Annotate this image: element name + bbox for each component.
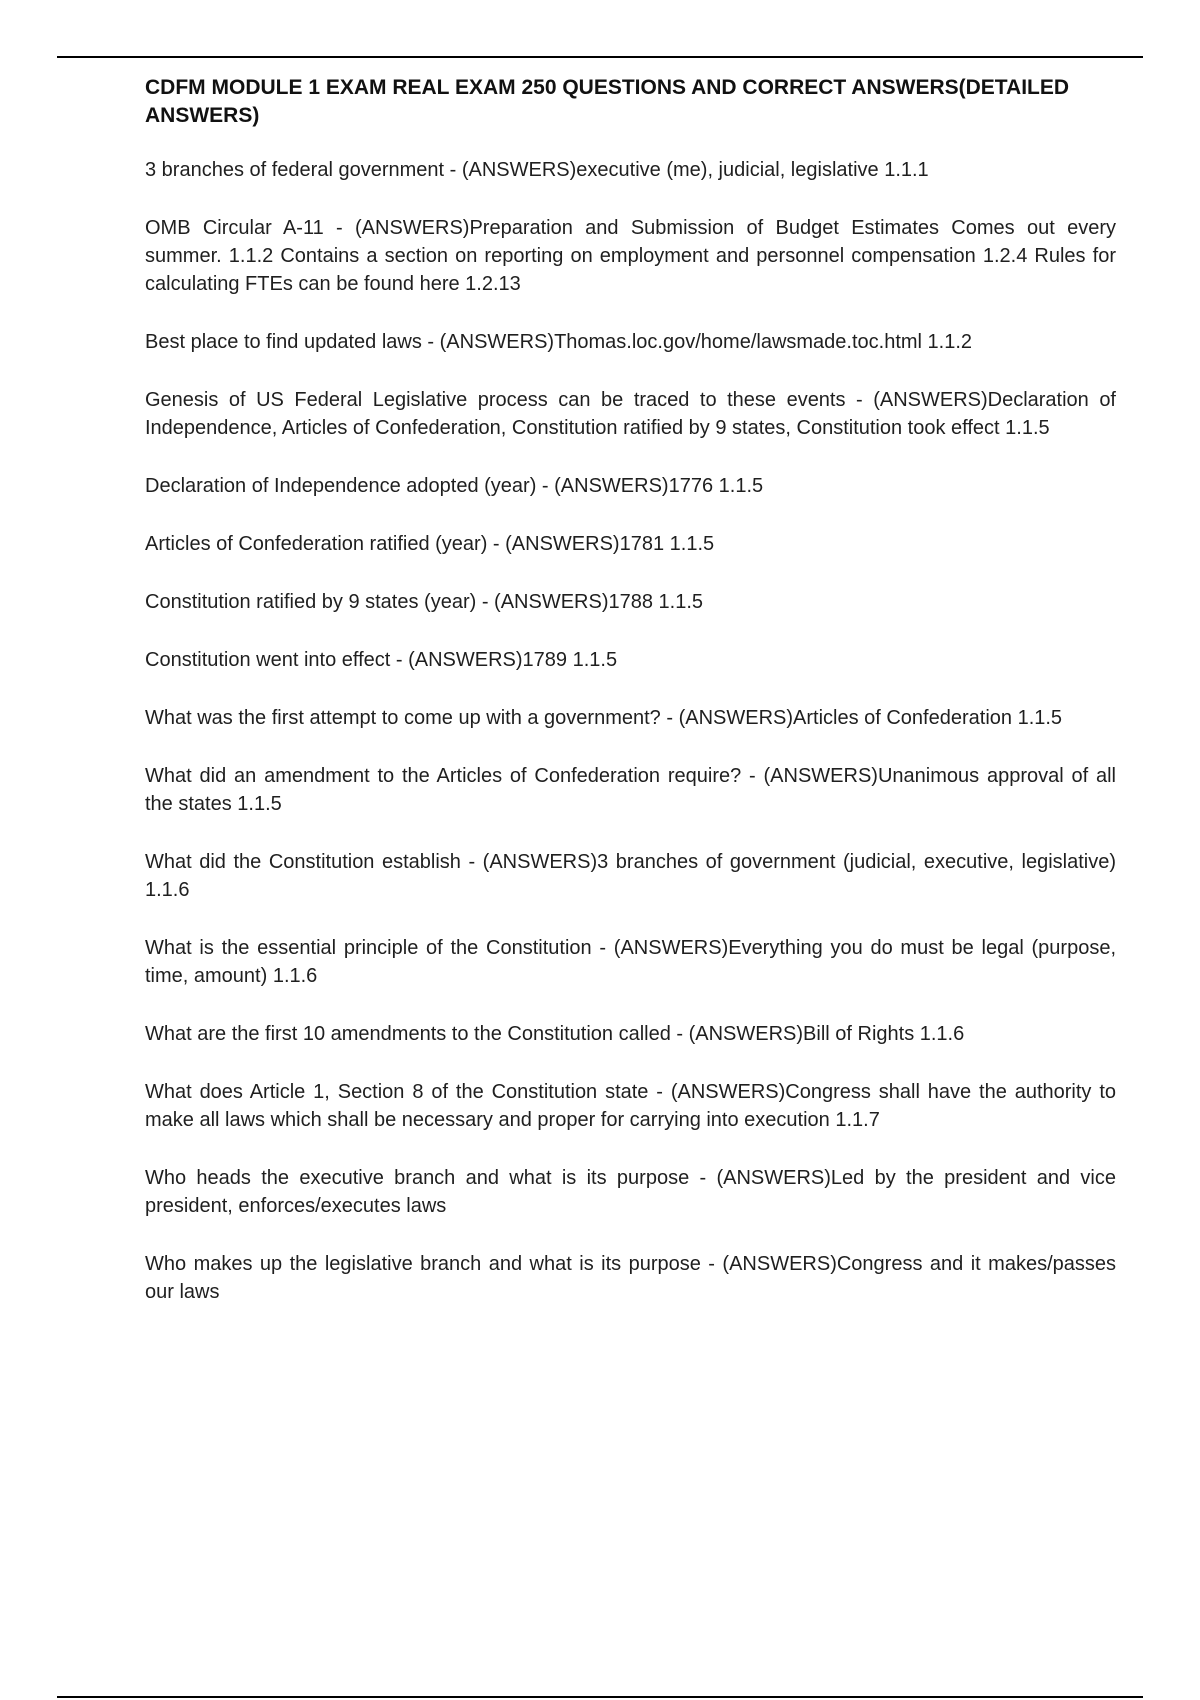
document-body: [145, 74, 1116, 1336]
qa-item: Declaration of Independence adopted (year) - (ANSWERS)1776 1.1.5: [145, 475, 764, 497]
top-rule: [57, 56, 1143, 58]
qa-item: What is the essential principle of the Constitution - (ANSWERS)Everything you do must be legal (purpose, time, amount) 1.1.6: [145, 937, 1116, 987]
qa-item: 3 branches of federal government - (ANSWERS)executive (me), judicial, legislative 1.1.1: [145, 159, 929, 181]
qa-item: What are the first 10 amendments to the Constitution called - (ANSWERS)Bill of Rights 1.1.6: [145, 1023, 965, 1045]
qa-item: Who makes up the legislative branch and what is its purpose - (ANSWERS)Congress and it makes/passes our laws: [145, 1253, 1116, 1303]
document-title: CDFM MODULE 1 EXAM REAL EXAM 250 QUESTIONS AND CORRECT ANSWERS(DETAILED ANSWERS): [145, 76, 1070, 127]
qa-item: Best place to find updated laws - (ANSWERS)Thomas.loc.gov/home/lawsmade.toc.html 1.1.2: [145, 331, 973, 353]
qa-item: Articles of Confederation ratified (year) - (ANSWERS)1781 1.1.5: [145, 533, 715, 555]
qa-item: Who heads the executive branch and what is its purpose - (ANSWERS)Led by the president and vice president, enforces/executes laws: [145, 1167, 1116, 1217]
qa-item: What did the Constitution establish - (ANSWERS)3 branches of government (judicial, executive, legislative) 1.1.6: [145, 851, 1116, 901]
qa-item: What does Article 1, Section 8 of the Constitution state - (ANSWERS)Congress shall have the authority to make all laws which shall be necessary and proper for carrying into execution 1.1.7: [145, 1081, 1116, 1131]
qa-item: Genesis of US Federal Legislative process can be traced to these events - (ANSWERS)Declaration of Independence, Articles of Confederation, Constitution ratified by 9 states, Constitution took effect 1.1.5: [145, 389, 1116, 439]
qa-item: What was the first attempt to come up with a government? - (ANSWERS)Articles of Confederation 1.1.5: [145, 707, 1063, 729]
qa-item: Constitution ratified by 9 states (year) - (ANSWERS)1788 1.1.5: [145, 591, 704, 613]
bottom-rule: [57, 1696, 1143, 1698]
qa-item: What did an amendment to the Articles of Confederation require? - (ANSWERS)Unanimous approval of all the states 1.1.5: [145, 765, 1116, 815]
qa-item: Constitution went into effect - (ANSWERS)1789 1.1.5: [145, 649, 618, 671]
qa-item: OMB Circular A-11 - (ANSWERS)Preparation and Submission of Budget Estimates Comes out every summer. 1.1.2 Contains a section on reporting on employment and personnel compensation 1.2.4 Rules for calculating FTEs can be found here 1.2.13: [145, 217, 1116, 295]
